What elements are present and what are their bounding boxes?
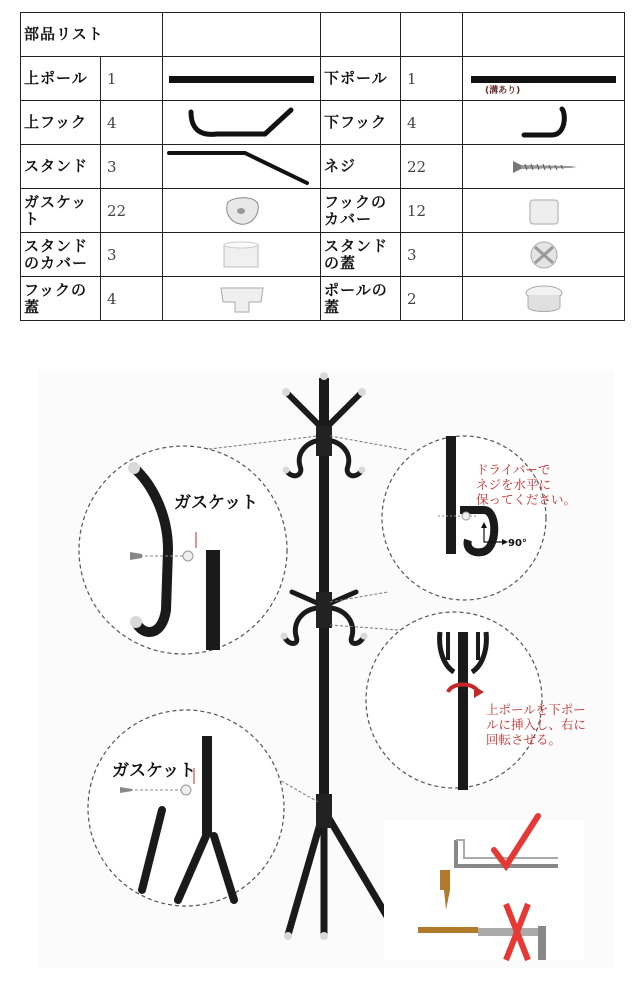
part-name: 上フック [21,101,101,145]
part-name: スタンドのカバー [21,233,101,277]
part-qty: 22 [401,145,463,189]
part-qty: 1 [101,57,163,101]
lower-hook-icon [514,105,574,141]
part-qty: 4 [101,101,163,145]
table-row [21,277,625,321]
part-qty: 3 [101,145,163,189]
angle-label: 90° [508,538,527,549]
screw-icon [509,157,579,177]
part-name: フックの蓋 [21,277,101,321]
insert-note-line2: ルに挿入し、右に [486,717,587,732]
part-qty: 12 [401,189,463,233]
stand-cover-icon [220,239,264,271]
part-qty: 4 [401,101,463,145]
assembly-diagram [38,370,613,968]
groove-note: (溝あり) [485,86,521,96]
hook-cover-icon [524,195,564,227]
gasket-icon [222,194,262,228]
part-qty: 4 [101,277,163,321]
part-qty: 2 [401,277,463,321]
part-name: 上ポール [21,57,101,101]
driver-note-line3: 保ってください。 [476,492,577,507]
part-name: 下フック [321,101,401,145]
hook-cap-icon [217,282,267,316]
upper-hook-icon [187,106,297,140]
long-pole-icon [169,73,314,85]
part-name: フックのカバー [321,189,401,233]
table-header-row [21,13,625,57]
table-row [21,57,625,101]
table-title: 部品リスト [21,13,163,57]
table-row [21,101,625,145]
callout-pole-insert [366,612,586,790]
pole-cap-icon [519,281,569,317]
driver-note-line1: ドライバーで [476,462,551,477]
part-qty: 1 [401,57,463,101]
part-name: スタンドの蓋 [321,233,401,277]
stand-leg-icon [167,147,317,187]
part-name: スタンド [21,145,101,189]
stand-cap-icon [524,238,564,272]
part-name: ポールの蓋 [321,277,401,321]
callout-screw-horizontal [382,436,576,600]
insert-note-line1: 上ポールを下ポー [486,702,586,717]
table-row [21,145,625,189]
part-qty: 3 [101,233,163,277]
parts-list-table [20,12,625,321]
table-row [21,233,625,277]
gasket-label-lower: ガスケット [112,761,197,781]
part-qty: 22 [101,189,163,233]
callout-gasket-upper [79,446,287,654]
screw-orientation-examples [384,816,584,960]
table-row [21,189,625,233]
part-qty: 3 [401,233,463,277]
insert-note-line3: 回転させる。 [486,732,562,747]
gasket-label-upper: ガスケット [174,493,259,513]
driver-note-line2: ネジを水平に [476,477,552,492]
part-name: ネジ [321,145,401,189]
callout-gasket-lower [88,710,284,906]
part-name: ガスケット [21,189,101,233]
part-name: 下ポール [321,57,401,101]
